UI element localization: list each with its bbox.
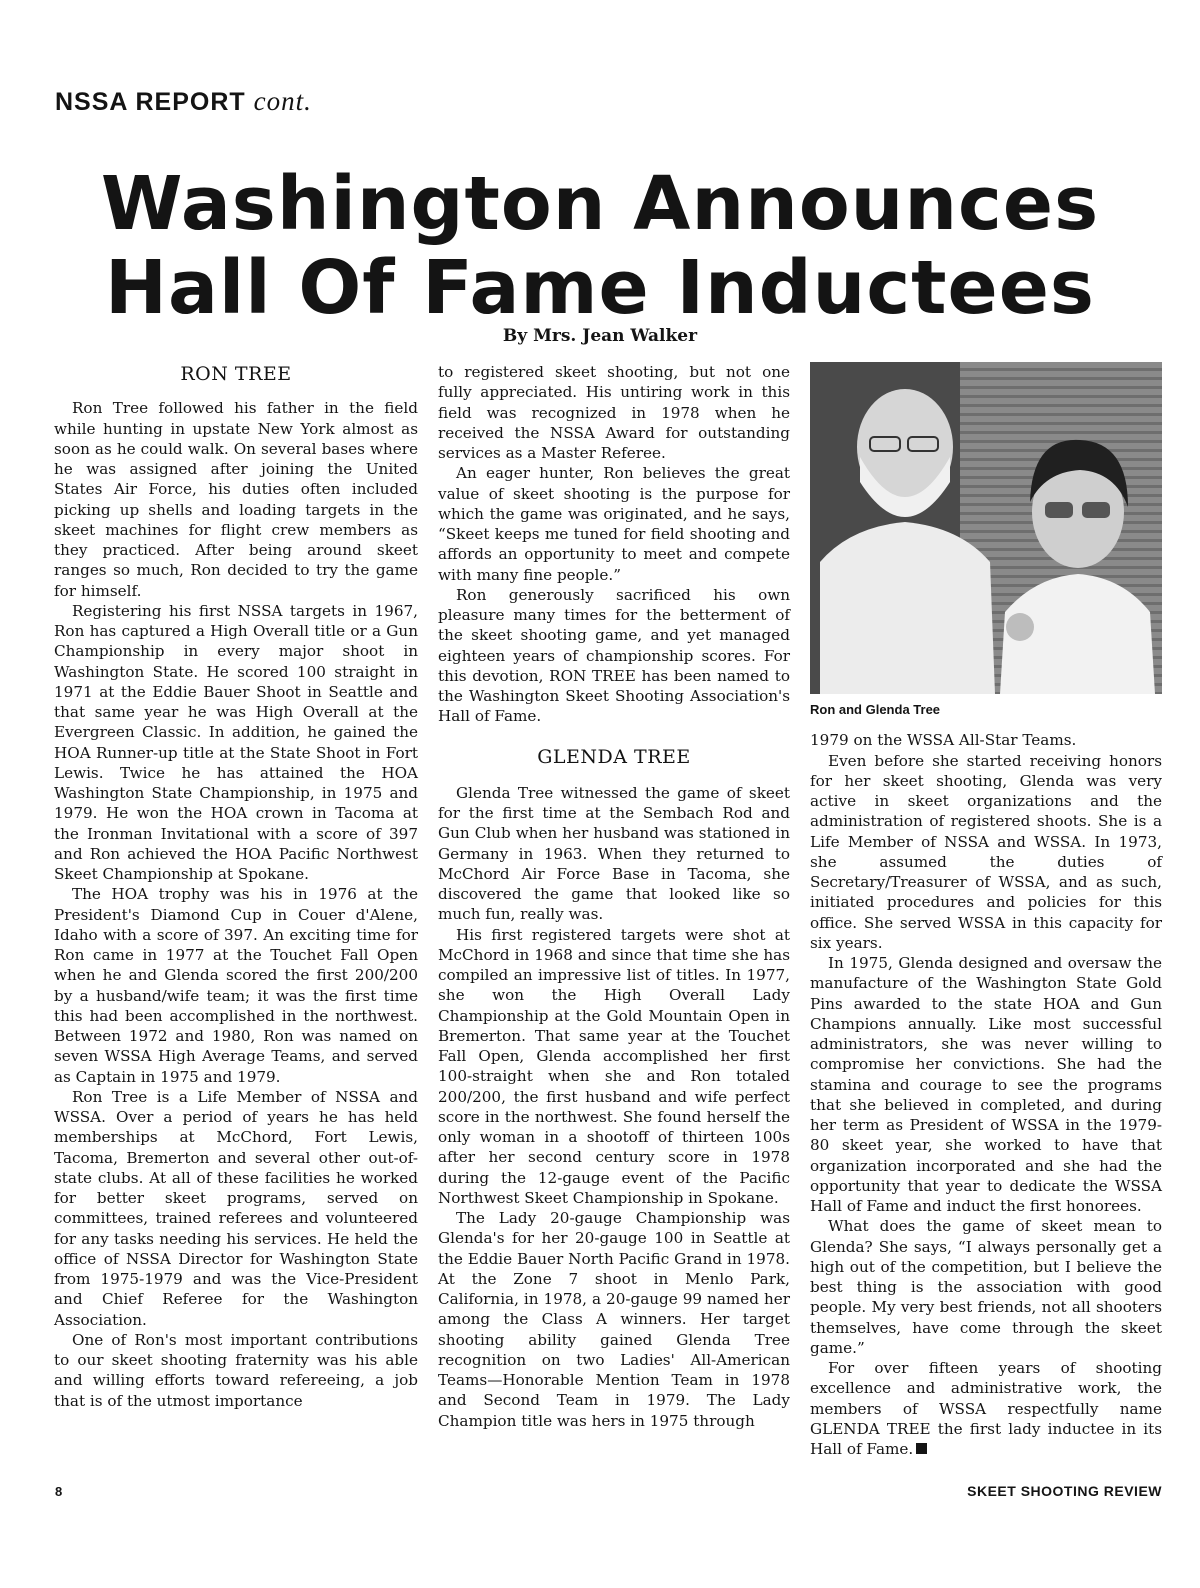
paragraph: 1979 on the WSSA All-Star Teams.: [810, 731, 1077, 750]
photo-ron-and-glenda: [810, 362, 1162, 694]
section-heading-glenda: GLENDA TREE: [537, 745, 691, 768]
headline-line-1: Washington Announces: [100, 161, 1100, 247]
paragraph: An eager hunter, Ron believes the great value of skeet shooting is the purpose for which the game was originated, and he says, “Skeet keeps me tuned for field shooting and affords an opportunity to meet and compete with many fine people.”: [438, 464, 790, 584]
column-3-text: [810, 730, 1162, 1459]
section-heading-ron: RON TREE: [180, 363, 292, 385]
column-3: [810, 362, 1162, 1459]
paragraph: In 1975, Glenda designed and oversaw the manufacture of the Washington State Gold Pins awarded to the state HOA and Gun Champions annually. Like most successful administrators, she was never willing to compromise her convictions. She had the stamina and courage to see the programs that she believed in completed, and during her term as President of WSSA in the 1979-80 skeet year, she worked to have that organization incorporated and she had the opportunity that year to dedicate the WSSA Hall of Fame and induct the first honorees.: [810, 954, 1162, 1215]
paragraph: What does the game of skeet mean to Glenda? She says, “I always personally get a high out of the competition, but I believe the best thing is the association with good people. My very best friends, not all shooters themselves, have come through the skeet game.”: [810, 1217, 1162, 1357]
final-paragraph-text: For over fifteen years of shooting excellence and administrative work, the members of WSSA respectfully name GLENDA TREE the first lady inductee in its Hall of Fame.: [810, 1359, 1162, 1458]
photo-illustration: [810, 362, 1162, 694]
page-number: 8: [55, 1484, 63, 1499]
paragraph: Ron Tree is a Life Member of NSSA and WSSA. Over a period of years he has held memberships at McChord, Fort Lewis, Tacoma, Bremerton and several other out-of-state clubs. At all of these facilities he worked for better skeet programs, served on committees, trained referees and volunteered for any tasks needing his services. He held the office of NSSA Director for Washington State from 1975-1979 and was the Vice-President and Chief Referee for the Washington Association.: [54, 1087, 418, 1329]
headline-line-2: Hall Of Fame Inductees: [105, 245, 1095, 331]
publication-name: SKEET SHOOTING REVIEW: [967, 1483, 1162, 1499]
headline: [0, 162, 1200, 330]
photo-caption: Ron and Glenda Tree: [810, 702, 941, 717]
column-1: [54, 362, 418, 1411]
paragraph-final: [810, 1358, 1162, 1459]
paragraph: Ron Tree followed his father in the field while hunting in upstate New York almost as soon as he could walk. On several bases where he was assigned after joining the United States Air Force, his duties often included picking up shells and loading targets in the skeet machines for flight crew members as they practiced. After being around skeet ranges so much, Ron decided to try the game for himself.: [54, 399, 418, 600]
end-mark-icon: [916, 1443, 927, 1454]
paragraph: The HOA trophy was his in 1976 at the President's Diamond Cup in Couer d'Alene, Idaho with a score of 397. An exciting time for Ron came in 1977 at the Touchet Fall Open when he and Glenda scored the first 200/200 by a husband/wife team; it was the first time this had been accomplished in the northwest. Between 1972 and 1980, Ron was named on seven WSSA High Average Teams, and served as Captain in 1975 and 1979.: [54, 885, 418, 1086]
paragraph: to registered skeet shooting, but not one fully appreciated. His untiring work in this field was recognized in 1978 when he received the NSSA Award for outstanding services as a Master Referee.: [438, 363, 790, 462]
section-kicker: [55, 86, 312, 117]
paragraph: One of Ron's most important contributions to our skeet shooting fraternity was his able and willing efforts toward refereeing, a job that is of the utmost importance: [54, 1330, 418, 1410]
paragraph: The Lady 20-gauge Championship was Glenda's for her 20-gauge 100 in Seattle at the Eddie Bauer North Pacific Grand in 1978. At the Zone 7 shoot in Menlo Park, California, in 1978, a 20-gauge 99 named her among the Class A winners. Her target shooting ability gained Glenda Tree recognition on two Ladies' All-American Teams—Honorable Mention Team in 1978 and Second Team in 1979. The Lady Champion title was hers in 1975 through: [438, 1209, 790, 1430]
paragraph: Ron generously sacrificed his own pleasure many times for the betterment of the skeet shooting game, and yet managed eighteen years of championship scores. For this devotion, RON TREE has been named to the Washington Skeet Shooting Association's Hall of Fame.: [438, 585, 790, 726]
paragraph: Glenda Tree witnessed the game of skeet for the first time at the Sembach Rod and Gun Club when her husband was stationed in Germany in 1963. When they returned to McChord Air Force Base in Tacoma, she discovered the game that looked like so much fun, really was.: [438, 783, 790, 924]
byline: By Mrs. Jean Walker: [502, 326, 698, 346]
column-2: [438, 362, 790, 1431]
paragraph: Even before she started receiving honors for her skeet shooting, Glenda was very active in skeet organizations and the administration of registered shoots. She is a Life Member of NSSA and WSSA. In 1973, she assumed the duties of Secretary/Treasurer of WSSA, and as such, initiated procedures and policies for this office. She served WSSA in this capacity for six years.: [810, 751, 1162, 952]
paragraph: Registering his first NSSA targets in 1967, Ron has captured a High Overall title or a Gun Championship in every major shoot in Washington State. He scored 100 straight in 1971 at the Eddie Bauer Shoot in Seattle and that same year he was High Overall at the Evergreen Classic. In addition, he gained the HOA Runner-up title at the State Shoot in Fort Lewis. Twice he has attained the HOA Washington State Championship, in 1975 and 1979. He won the HOA crown in Tacoma at the Ironman Invitational with a score of 397 and Ron achieved the HOA Pacific Northwest Skeet Championship at Spokane.: [54, 601, 418, 883]
kicker-italic: cont.: [253, 86, 312, 116]
kicker-bold: NSSA REPORT: [55, 88, 246, 116]
paragraph: His first registered targets were shot at McChord in 1968 and since that time she has compiled an impressive list of titles. In 1977, she won the High Overall Lady Championship at the Gold Mountain Open in Bremerton. That same year at the Touchet Fall Open, Glenda accomplished her first 100-straight when she and Ron totaled 200/200, the first husband and wife perfect score in the northwest. She found herself the only woman in a shootoff of thirteen 100s after her second century score in 1978 during the 12-gauge event of the Pacific Northwest Skeet Championship in Spokane.: [438, 925, 790, 1207]
